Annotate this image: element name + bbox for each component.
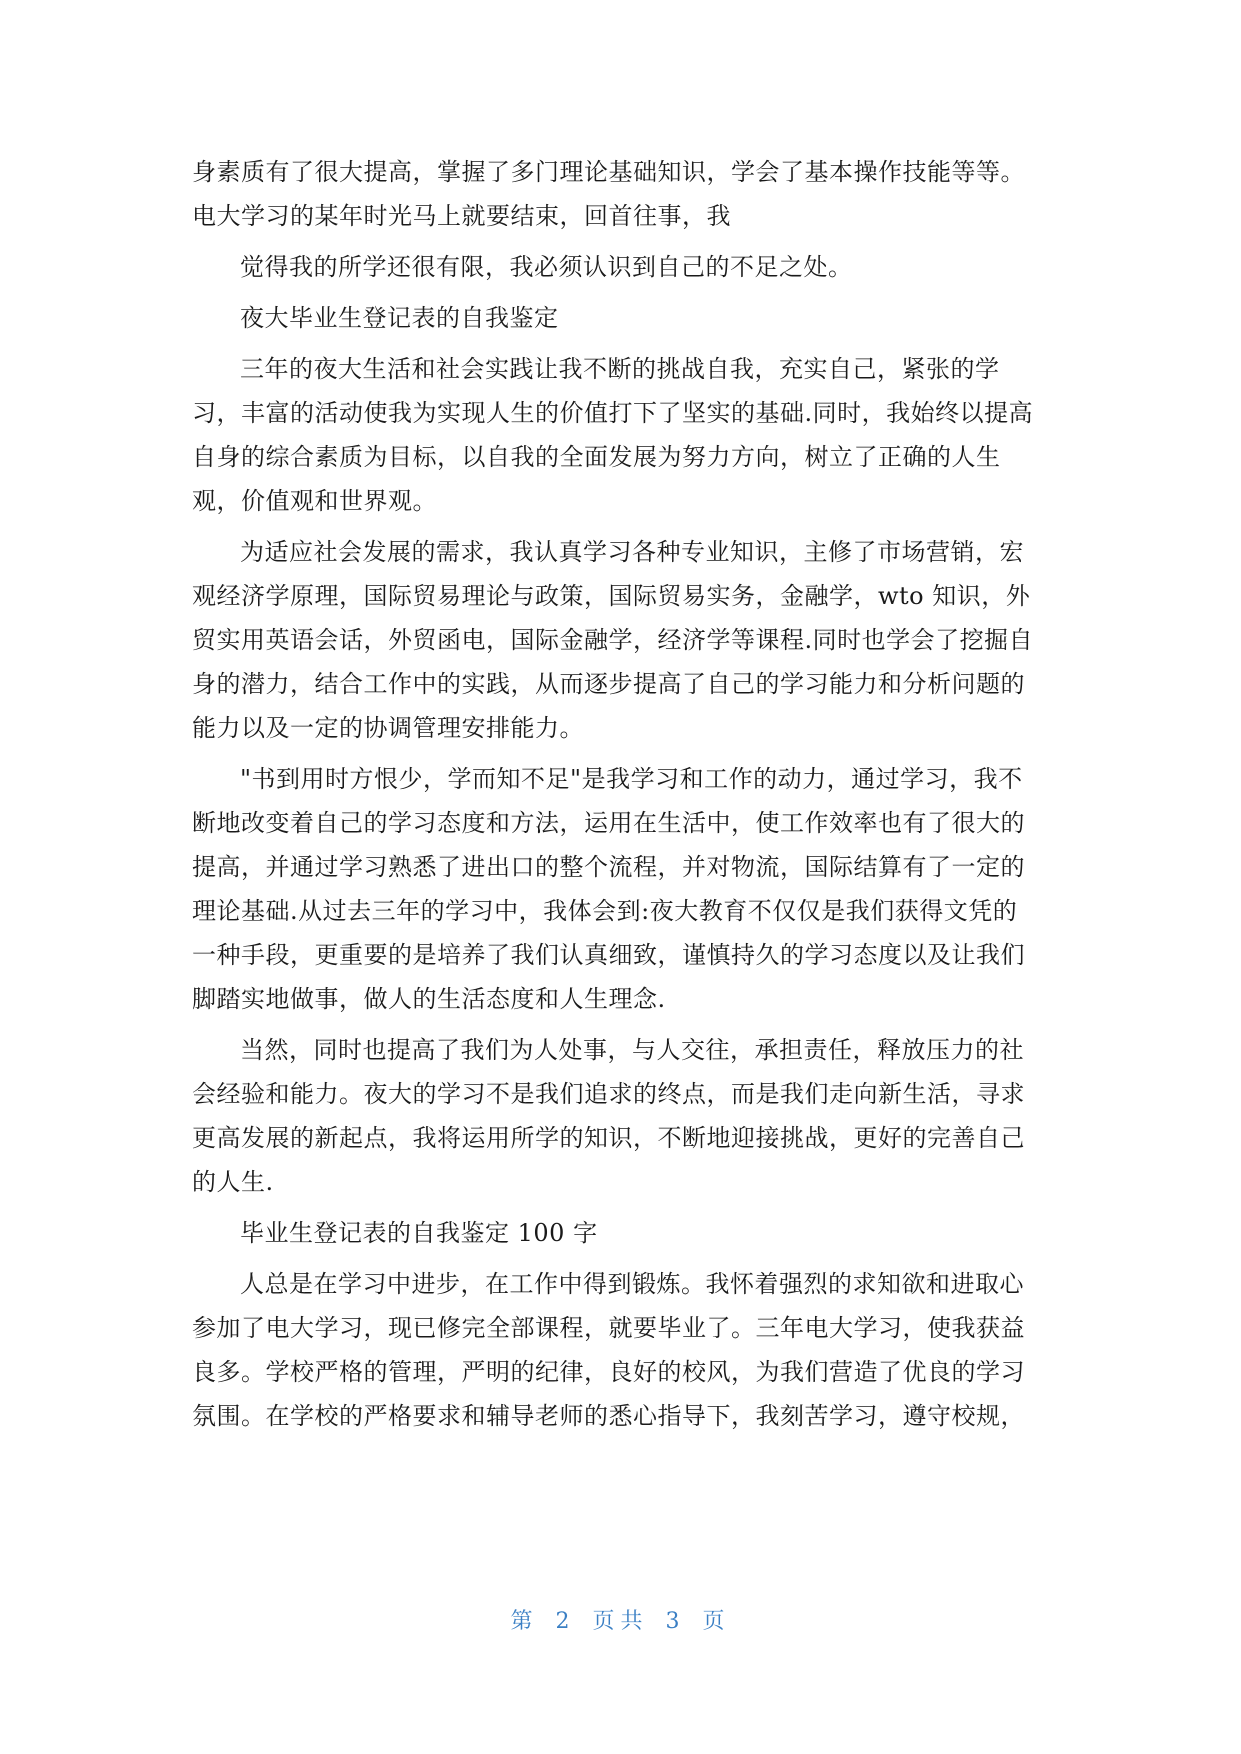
text-line: 为适应社会发展的需求，我认真学习各种专业知识，主修了市场营销，宏 [240,538,1024,566]
text-line: 当然，同时也提高了我们为人处事，与人交往，承担责任，释放压力的社 [240,1036,1024,1064]
page-footer [0,1604,1241,1635]
text-line: 断地改变着自己的学习态度和方法，运用在生活中，使工作效率也有了很大的 [192,809,1025,837]
text-line: "书到用时方恨少，学而知不足"是我学习和工作的动力，通过学习，我不 [240,765,1023,793]
text-line: 身的潜力，结合工作中的实践，从而逐步提高了自己的学习能力和分析问题的 [192,670,1025,698]
document-body [192,150,1054,1438]
text-line: 观经济学原理，国际贸易理论与政策，国际贸易实务，金融学，wto 知识，外 [192,582,1031,610]
text-line: 三年的夜大生活和社会实践让我不断的挑战自我，充实自己，紧张的学 [240,355,1000,383]
text-line: 脚踏实地做事，做人的生活态度和人生理念. [192,985,666,1013]
text-line: 身素质有了很大提高，掌握了多门理论基础知识，学会了基本操作技能等等。 [192,158,1025,186]
current-page-number: 2 [555,1609,576,1634]
section-heading: 毕业生登记表的自我鉴定 100 字 [240,1219,598,1247]
text-line: 理论基础.从过去三年的学习中，我体会到:夜大教育不仅仅是我们获得文凭的 [192,897,1018,925]
text-line: 觉得我的所学还很有限，我必须认识到自己的不足之处。 [240,253,853,281]
text-line: 观，价值观和世界观。 [192,487,437,515]
text-line: 贸实用英语会话，外贸函电，国际金融学，经济学等课程.同时也学会了挖掘自 [192,626,1034,654]
total-pages-number: 3 [665,1609,686,1634]
text-line: 会经验和能力。夜大的学习不是我们追求的终点，而是我们走向新生活，寻求 [192,1080,1025,1108]
footer-middle: 页共 [592,1609,649,1634]
text-line: 电大学习的某年时光马上就要结束，回首往事，我 [192,202,731,230]
text-line: 习，丰富的活动使我为实现人生的价值打下了坚实的基础.同时，我始终以提高 [192,399,1034,427]
text-line: 参加了电大学习，现已修完全部课程，就要毕业了。三年电大学习，使我获益 [192,1314,1025,1342]
text-line: 人总是在学习中进步，在工作中得到锻炼。我怀着强烈的求知欲和进取心 [240,1270,1024,1298]
text-line: 氛围。在学校的严格要求和辅导老师的悉心指导下，我刻苦学习，遵守校规， [192,1402,1025,1430]
section-heading: 夜大毕业生登记表的自我鉴定 [240,304,559,332]
text-line: 自身的综合素质为目标，以自我的全面发展为努力方向，树立了正确的人生 [192,443,1001,471]
footer-suffix: 页 [702,1609,731,1634]
text-line: 能力以及一定的协调管理安排能力。 [192,714,584,742]
text-line: 提高，并通过学习熟悉了进出口的整个流程，并对物流，国际结算有了一定的 [192,853,1025,881]
text-line: 良多。学校严格的管理，严明的纪律，良好的校风，为我们营造了优良的学习 [192,1358,1025,1386]
text-line: 的人生. [192,1168,274,1196]
footer-prefix: 第 [510,1609,539,1634]
text-line: 更高发展的新起点，我将运用所学的知识，不断地迎接挑战，更好的完善自己 [192,1124,1025,1152]
text-line: 一种手段，更重要的是培养了我们认真细致，谨慎持久的学习态度以及让我们 [192,941,1025,969]
